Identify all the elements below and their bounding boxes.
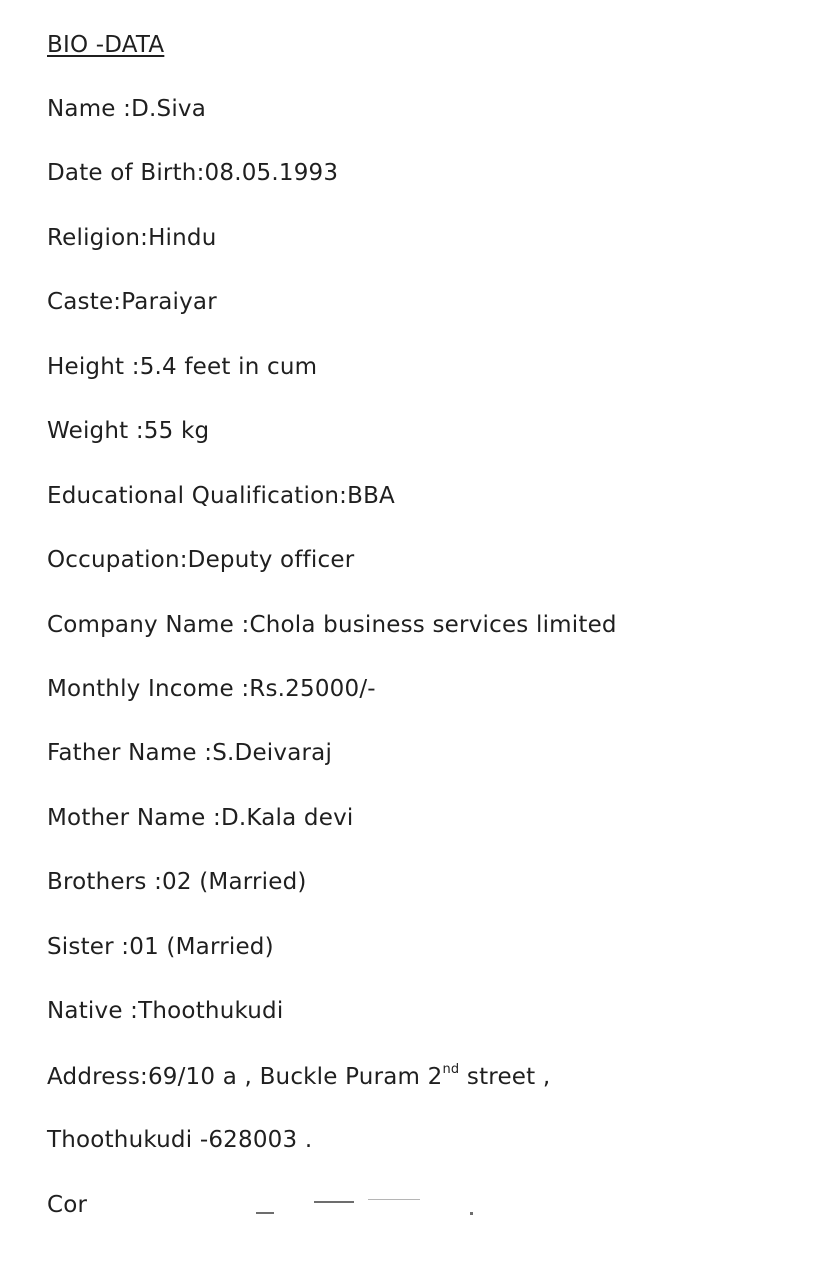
address-part2: street , bbox=[459, 1064, 551, 1090]
field-address-line2: Thoothukudi -628003 . bbox=[47, 1127, 313, 1153]
field-caste: Caste:Paraiyar bbox=[47, 289, 217, 315]
field-address bbox=[47, 1062, 550, 1092]
field-native: Native :Thoothukudi bbox=[47, 998, 284, 1024]
field-height: Height :5.4 feet in cum bbox=[47, 354, 318, 380]
address-superscript: nd bbox=[442, 1062, 460, 1078]
field-occupation: Occupation:Deputy officer bbox=[47, 547, 355, 573]
field-company-name: Company Name :Chola business services limited bbox=[47, 612, 617, 638]
field-weight: Weight :55 kg bbox=[47, 418, 210, 444]
field-father-name: Father Name :S.Deivaraj bbox=[47, 740, 333, 766]
field-date-of-birth: Date of Birth:08.05.1993 bbox=[47, 160, 339, 186]
document-title: BIO -DATA bbox=[47, 32, 165, 58]
field-brothers: Brothers :02 (Married) bbox=[47, 869, 307, 895]
redacted-text-fragments bbox=[250, 1192, 480, 1222]
field-sister: Sister :01 (Married) bbox=[47, 934, 274, 960]
truncated-line: Cor bbox=[47, 1192, 88, 1218]
field-monthly-income: Monthly Income :Rs.25000/- bbox=[47, 676, 376, 702]
address-part1: Address:69/10 a , Buckle Puram 2 bbox=[47, 1064, 443, 1090]
field-name: Name :D.Siva bbox=[47, 96, 207, 122]
field-religion: Religion:Hindu bbox=[47, 225, 217, 251]
field-education: Educational Qualification:BBA bbox=[47, 483, 395, 509]
field-mother-name: Mother Name :D.Kala devi bbox=[47, 805, 354, 831]
